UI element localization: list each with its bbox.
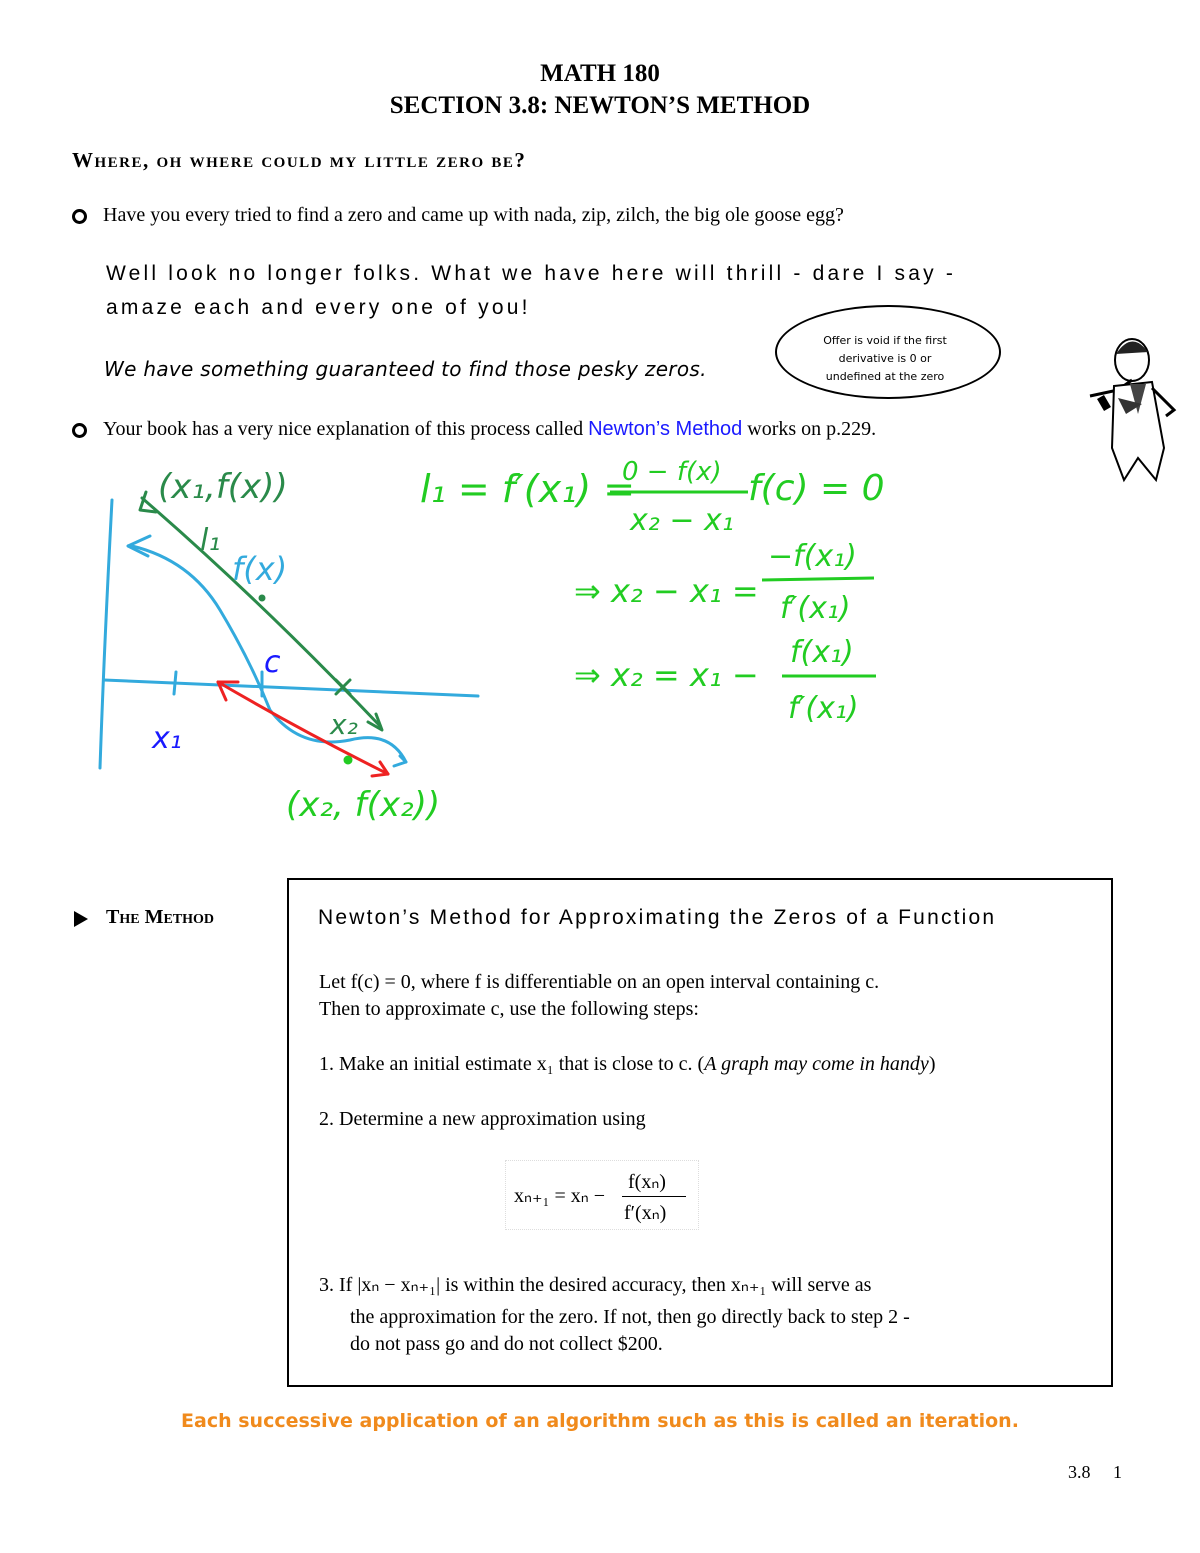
step-1-note: A graph may come in handy [704, 1053, 929, 1075]
formula-denominator: f′(xₙ) [624, 1202, 667, 1224]
method-intro-2: Then to approximate c, use the following steps: [319, 998, 699, 1020]
formula-numerator: f(xₙ) [628, 1171, 666, 1193]
bullet-book [72, 418, 876, 441]
bubble-line: Offer is void if the first [823, 334, 947, 347]
deriv-line2-den: f′(x₁) [780, 591, 851, 626]
deriv-line1-rhs: f(c) = 0 [748, 468, 885, 509]
deriv-line3-num: f(x₁) [790, 635, 854, 670]
deriv-line2-lhs: ⇒ x₂ − x₁ = [574, 572, 759, 610]
subheading: Where, oh where could my little zero be? [72, 148, 527, 172]
method-step-3c: do not pass go and do not collect $200. [350, 1333, 663, 1355]
label-point2: (x₂, f(x₂)) [286, 785, 441, 825]
speech-bubble-text [800, 332, 970, 386]
bullet-text: works on p.229. [742, 418, 877, 440]
iteration-note: Each successive application of an algorithm such as this is called an iteration. [181, 1410, 1019, 1432]
formula-fraction-bar [622, 1196, 686, 1197]
handwritten-sketch [0, 450, 1200, 850]
section-title: SECTION 3.8: NEWTON’S METHOD [389, 92, 811, 119]
deriv-line1-lhs: l₁ = f′(x₁) = [420, 467, 636, 511]
step-1-end: ) [928, 1053, 936, 1075]
formula-lhs: xₙ₊₁ = xₙ − [514, 1185, 606, 1207]
step-1-text: 1. Make an initial estimate x₁ that is close to c. ( [319, 1053, 705, 1075]
label-x1: x₁ [152, 721, 182, 756]
promo-line-1: Well look no longer folks. What we have here will thrill - dare I say - [106, 262, 957, 285]
method-label: The Method [106, 906, 215, 928]
method-box-title: Newton’s Method for Approximating the Zeros of a Function [318, 906, 997, 929]
x-axis-stroke [104, 680, 478, 696]
newton-formula [505, 1160, 699, 1230]
label-c: c [264, 645, 281, 680]
bubble-line: undefined at the zero [825, 370, 945, 383]
y-axis-stroke [100, 500, 112, 768]
course-title: MATH 180 [540, 60, 660, 87]
deriv-line2-num: −f(x₁) [768, 539, 857, 574]
label-fx: f(x) [232, 550, 288, 588]
method-step-2: 2. Determine a new approximation using [319, 1108, 646, 1130]
method-step-1 [319, 1053, 935, 1076]
bullet-text: Your book has a very nice explanation of this process called [103, 418, 589, 440]
page-number: 3.8 1 [1068, 1462, 1122, 1482]
bullet-text: Have you every tried to find a zero and came up with nada, zip, zilch, the big ole goose egg? [103, 204, 844, 226]
bubble-line: derivative is 0 or [838, 352, 932, 365]
method-step-3a: 3. If |xₙ − xₙ₊₁| is within the desired accuracy, then xₙ₊₁ will serve as [319, 1274, 872, 1296]
triangle-bullet-icon [72, 909, 90, 929]
bullet-goose-egg [72, 204, 844, 227]
guarantee-text: We have something guaranteed to find those pesky zeros. [104, 357, 707, 381]
deriv-line1-num: 0 − f(x) [622, 457, 722, 487]
newtons-method-link[interactable]: Newton’s Method [588, 418, 743, 440]
promo-line-2: amaze each and every one of you! [106, 296, 531, 319]
deriv-line3-den: f′(x₁) [788, 691, 859, 726]
label-x2: x₂ [330, 708, 358, 741]
deriv-line3-lhs: ⇒ x₂ = x₁ − [574, 656, 759, 694]
method-intro-1: Let f(c) = 0, where f is differentiable on an open interval containing c. [319, 971, 880, 993]
bullet-ring-icon [72, 209, 87, 224]
tangent-line-2 [218, 682, 388, 774]
bullet-ring-icon [72, 423, 87, 438]
label-l1: l₁ [200, 523, 221, 558]
label-point1: (x₁,f(x)) [158, 467, 288, 507]
method-step-3b: the approximation for the zero. If not, then go directly back to step 2 - [350, 1306, 910, 1328]
deriv-line1-den: x₂ − x₁ [630, 503, 734, 538]
